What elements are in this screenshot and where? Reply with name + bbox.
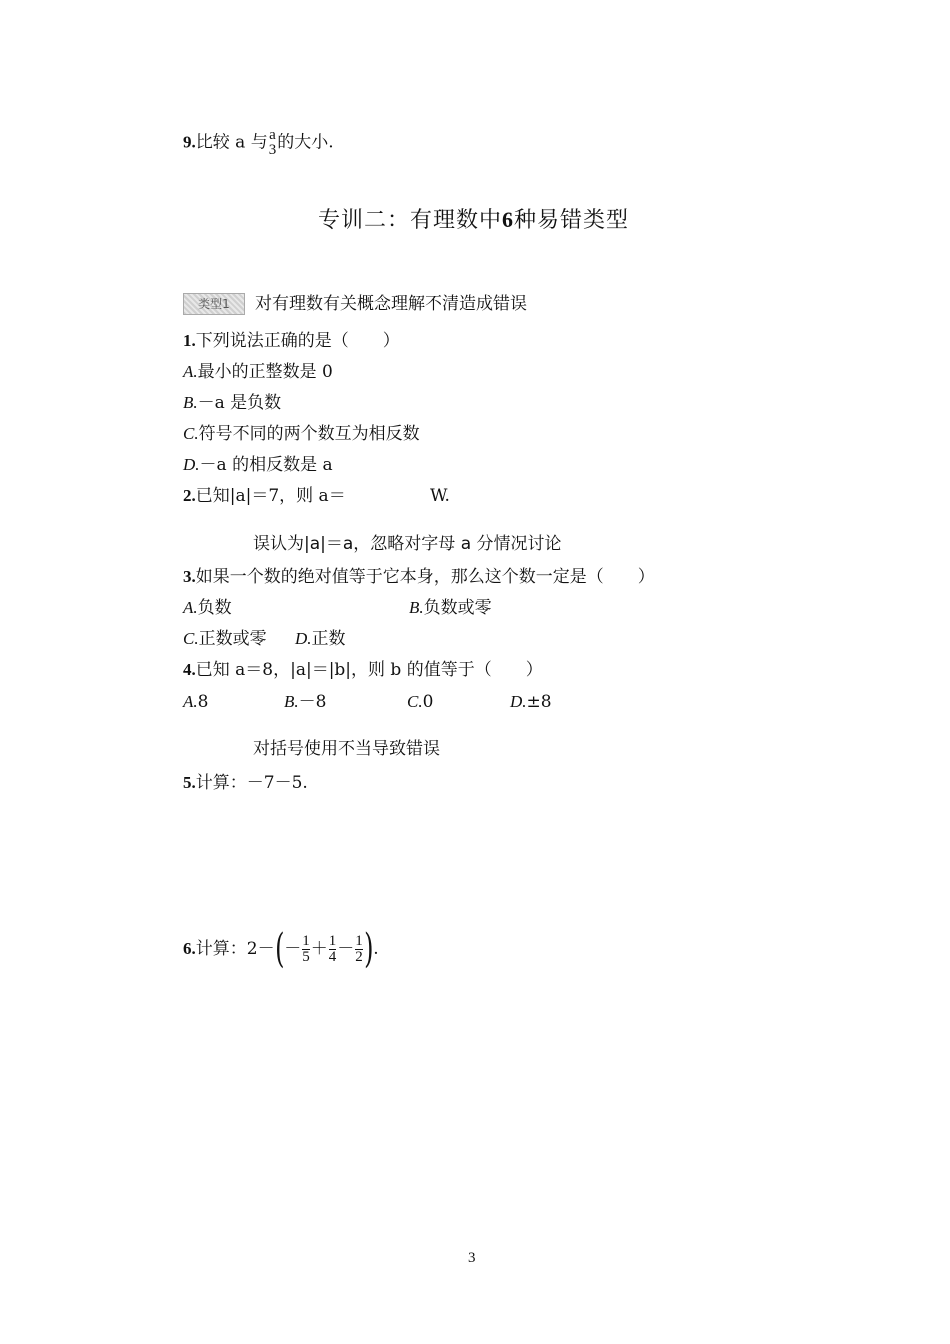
type-header-1	[183, 289, 527, 315]
question-6	[183, 926, 379, 972]
option-label: A.	[183, 692, 198, 711]
fraction-numerator: 1	[328, 932, 337, 949]
title-number: 6	[502, 207, 515, 232]
option-label: B.	[284, 692, 299, 711]
option-text: 正数或零	[198, 629, 267, 649]
fraction-denominator: 5	[302, 948, 310, 965]
type-header-3: 对括号使用不当导致错误	[253, 739, 440, 759]
question-number: 3.	[183, 567, 196, 586]
fraction	[269, 128, 277, 158]
question-number: 9.	[183, 132, 196, 152]
option-a	[183, 692, 208, 712]
option-a	[183, 362, 333, 382]
option-b	[183, 393, 281, 413]
fraction-numerator: 1	[302, 932, 310, 949]
question-4	[183, 660, 543, 680]
option-text: 负数	[197, 598, 232, 618]
question-number: 2.	[183, 486, 196, 505]
title-prefix: 专训二：有理数中	[318, 208, 503, 233]
question-2-tail: W.	[430, 486, 450, 506]
option-text: －a 的相反数是 a	[199, 455, 333, 475]
type-header-2: 误认为|a|＝a，忽略对字母 a 分情况讨论	[253, 534, 562, 554]
option-label: C.	[183, 629, 199, 648]
fraction-denominator: 2	[355, 948, 363, 965]
question-text: 如果一个数的绝对值等于它本身，那么这个数一定是（ ）	[195, 567, 655, 587]
option-label: B.	[409, 598, 424, 617]
question-number: 6.	[183, 939, 196, 958]
question-number: 1.	[183, 331, 196, 350]
option-d	[295, 629, 346, 649]
option-text: 负数或零	[423, 598, 492, 618]
fraction-denominator: 3	[268, 142, 277, 158]
question-5	[183, 773, 308, 793]
question-1	[183, 331, 400, 351]
option-a	[183, 598, 232, 618]
type-badge-icon: 类型1	[183, 293, 245, 315]
right-paren-icon: )	[363, 926, 374, 972]
option-text: 8	[197, 692, 209, 712]
fraction	[329, 934, 337, 965]
fraction	[355, 934, 363, 965]
option-label: D.	[510, 692, 527, 711]
question-text: 已知 a＝8，|a|＝|b|，则 b 的值等于（ ）	[195, 660, 543, 680]
title-suffix: 种易错类型	[514, 208, 630, 233]
option-label: A.	[183, 598, 198, 617]
page-number: 3	[468, 1250, 476, 1266]
option-text: 0	[422, 692, 434, 712]
option-c	[183, 629, 267, 649]
option-label: B.	[183, 393, 198, 412]
question-text: 计算：－7－5.	[195, 773, 308, 793]
option-label: C.	[183, 424, 199, 443]
question-text-tail: 的大小.	[277, 132, 334, 153]
question-text-tail: .	[373, 939, 379, 959]
option-b	[284, 692, 326, 712]
question-9	[183, 128, 334, 158]
option-text: －8	[298, 692, 327, 712]
option-d	[183, 455, 333, 475]
option-text: 符号不同的两个数互为相反数	[198, 424, 420, 444]
option-c	[183, 424, 420, 444]
fraction-numerator: a	[269, 127, 276, 143]
question-3	[183, 567, 655, 587]
option-label: A.	[183, 362, 198, 381]
option-text: ±8	[526, 692, 552, 712]
left-paren-icon: (	[274, 926, 285, 972]
option-label: D.	[295, 629, 312, 648]
option-b	[409, 598, 492, 618]
operator: ＋	[310, 939, 328, 959]
option-text: 最小的正整数是 0	[197, 362, 333, 382]
fraction-numerator: 1	[355, 932, 363, 949]
type-header-text: 对有理数有关概念理解不清造成错误	[255, 294, 527, 314]
option-label: D.	[183, 455, 200, 474]
option-text: 正数	[311, 629, 346, 649]
question-2	[183, 486, 346, 506]
question-text: 已知|a|＝7，则 a＝	[195, 486, 346, 506]
option-label: C.	[407, 692, 423, 711]
question-text: 下列说法正确的是（ ）	[195, 331, 400, 351]
operator: －	[284, 939, 302, 959]
question-text: 比较 a 与	[195, 132, 268, 153]
section-title	[318, 203, 629, 234]
fraction	[302, 934, 310, 965]
fraction-denominator: 4	[328, 948, 337, 965]
question-number: 5.	[183, 773, 196, 792]
option-c	[407, 692, 433, 712]
question-number: 4.	[183, 660, 196, 679]
question-text: 计算：2－	[195, 939, 275, 959]
operator: －	[337, 939, 355, 959]
option-d	[510, 692, 552, 712]
option-text: －a 是负数	[197, 393, 282, 413]
